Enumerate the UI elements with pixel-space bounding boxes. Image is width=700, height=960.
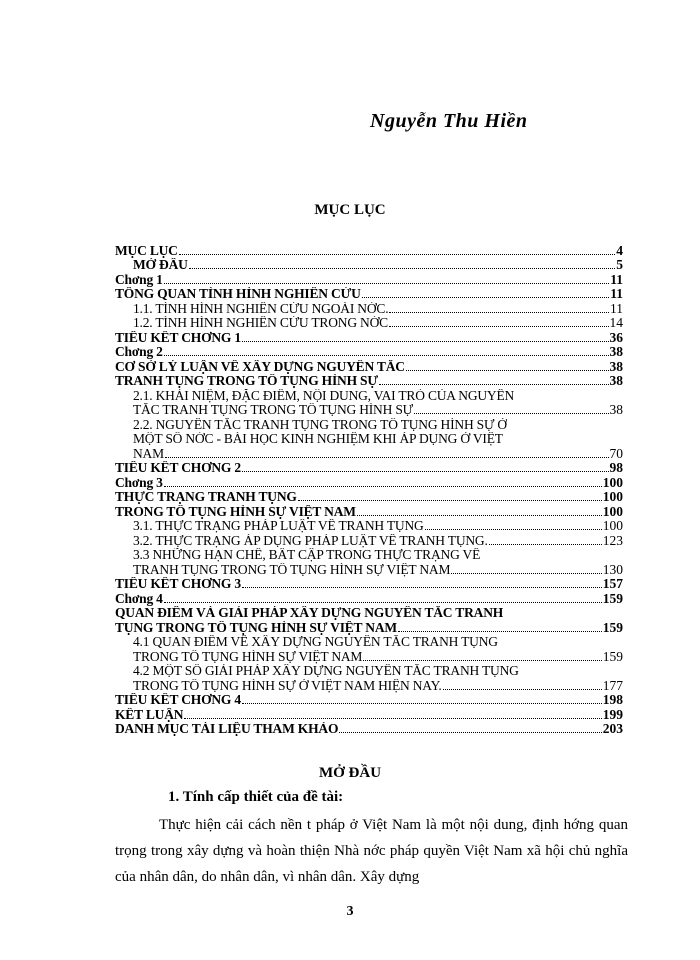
toc-entry[interactable]	[115, 707, 623, 722]
toc-leader-dots	[242, 587, 602, 588]
toc-entry[interactable]	[115, 693, 623, 708]
toc-entry-page: 100	[602, 489, 623, 504]
toc-entry[interactable]	[115, 432, 623, 447]
toc-entry-page: 36	[609, 330, 623, 345]
toc-entry-page: 38	[609, 344, 623, 359]
toc-entry[interactable]	[115, 345, 623, 360]
toc-leader-dots	[164, 283, 610, 284]
toc-leader-dots	[164, 355, 609, 356]
body-paragraph: Thực hiện cải cách nền t pháp ở Việt Nam là một nội dung, định hớng quan trọng trong xây dựng và hoàn thiện Nhà nớc pháp quyền Việt Nam xã hội chủ nghĩa của nhân dân, do nhân dân, vì nhân dân. Xây dựng	[115, 817, 628, 885]
toc-entry-text: Chơng 1	[115, 272, 163, 287]
toc-entry-text: TRONG TỐ TỤNG HÌNH SỰ VIỆT NAM	[115, 504, 356, 519]
toc-leader-dots	[242, 471, 609, 472]
toc-title: MỤC LỤC	[314, 202, 386, 218]
toc-entry-page: 11	[610, 286, 623, 301]
toc-entry[interactable]	[115, 330, 623, 345]
toc-entry[interactable]	[115, 359, 623, 374]
toc-entry[interactable]	[115, 606, 623, 621]
toc-leader-dots	[443, 689, 602, 690]
toc-entry[interactable]	[115, 287, 623, 302]
toc-entry-text: NAM	[133, 446, 164, 461]
toc-leader-dots	[164, 486, 602, 487]
toc-entry-page: 130	[602, 562, 623, 577]
toc-entry-text: TIỂU KẾT CHƠNG 1	[115, 330, 241, 345]
toc-entry-page: 38	[609, 402, 623, 417]
toc-entry[interactable]	[115, 490, 623, 505]
toc-leader-dots	[357, 515, 602, 516]
toc-entry-page: 98	[609, 460, 623, 475]
toc-entry[interactable]	[115, 258, 623, 273]
toc-entry-page: 159	[602, 591, 623, 606]
toc-entry-text: THỰC TRẠNG TRANH TỤNG	[115, 490, 297, 504]
subsection-title: 1. Tính cấp thiết của đề tài:	[168, 789, 344, 805]
toc-entry-page: 4	[616, 243, 623, 258]
toc-entry-page: 159	[602, 649, 623, 664]
toc-entry[interactable]	[115, 678, 623, 693]
toc-leader-dots	[389, 312, 609, 313]
toc-entry[interactable]	[115, 504, 623, 519]
toc-entry-text: 3.2. THỰC TRẠNG ÁP DỤNG PHÁP LUẬT VỀ TRANH TỤNG.	[133, 533, 488, 548]
toc-entry-text: TỤNG TRONG TỐ TỤNG HÌNH SỰ VIỆT NAM	[115, 620, 397, 635]
toc-leader-dots	[425, 529, 602, 530]
table-of-contents	[115, 243, 623, 736]
toc-entry-page: 198	[602, 692, 623, 707]
toc-entry-page: 38	[609, 359, 623, 374]
toc-entry-page: 159	[602, 620, 623, 635]
toc-entry[interactable]	[115, 577, 623, 592]
toc-leader-dots	[242, 703, 602, 704]
toc-entry-text: 3.3 NHỮNG HẠN CHẾ, BẤT CẬP TRONG THỰC TRẠNG VỀ	[133, 548, 481, 562]
toc-entry[interactable]	[115, 374, 623, 389]
toc-entry-page: 11	[610, 301, 623, 316]
toc-entry-text: Chơng 3	[115, 475, 163, 490]
toc-entry-page: 14	[609, 315, 623, 330]
toc-entry[interactable]	[115, 620, 623, 635]
toc-leader-dots	[414, 413, 609, 414]
toc-entry-text: TIỂU KẾT CHƠNG 2	[115, 461, 241, 475]
toc-entry[interactable]	[115, 301, 623, 316]
toc-entry-text: TRANH TỤNG TRONG TỐ TỤNG HÌNH SỰ VIỆT NAM	[133, 562, 451, 577]
toc-entry[interactable]	[115, 243, 623, 258]
toc-entry-text: Chơng 4	[115, 591, 163, 606]
toc-entry-page: 123	[602, 533, 623, 548]
toc-entry-page: 11	[610, 272, 623, 287]
toc-entry-text: MỤC LỤC	[115, 243, 178, 258]
toc-entry-page: 100	[602, 475, 623, 490]
toc-entry-text: 4.2 MỘT SỐ GIẢI PHÁP XÂY DỰNG NGUYÊN TẮC TRANH TỤNG	[133, 664, 519, 678]
toc-entry[interactable]	[115, 722, 623, 737]
toc-leader-dots	[298, 500, 602, 501]
page-number: 3	[346, 904, 354, 919]
toc-leader-dots	[189, 268, 616, 269]
toc-entry[interactable]	[115, 591, 623, 606]
toc-entry-text: TỔNG QUAN TÌNH HÌNH NGHIÊN CỨU	[115, 287, 361, 301]
toc-entry[interactable]	[115, 649, 623, 664]
toc-leader-dots	[389, 326, 609, 327]
toc-entry-text: TIỂU KẾT CHƠNG 3	[115, 577, 241, 591]
toc-entry-text: KẾT LUẬN	[115, 707, 184, 722]
toc-entry-page: 70	[609, 446, 623, 461]
toc-leader-dots	[398, 631, 602, 632]
toc-entry-text: TIỂU KẾT CHƠNG 4	[115, 693, 241, 707]
toc-leader-dots	[242, 341, 609, 342]
toc-leader-dots	[489, 544, 602, 545]
toc-entry[interactable]	[115, 446, 623, 461]
toc-entry[interactable]	[115, 388, 623, 403]
toc-leader-dots	[406, 370, 609, 371]
toc-entry-text: 2.1. KHÁI NIỆM, ĐẶC ĐIỂM, NỘI DUNG, VAI TRÒ CỦA NGUYÊN	[133, 388, 515, 403]
toc-entry[interactable]	[115, 548, 623, 563]
toc-entry-page: 199	[602, 707, 623, 722]
toc-entry-text: CƠ SỞ LÝ LUẬN VỀ XÂY DỰNG NGUYÊN TẮC	[115, 359, 405, 374]
toc-entry-text: Chơng 2	[115, 345, 163, 359]
toc-leader-dots	[451, 573, 601, 574]
toc-entry[interactable]	[115, 664, 623, 679]
toc-entry[interactable]	[115, 272, 623, 287]
toc-entry[interactable]	[115, 562, 623, 577]
toc-leader-dots	[184, 718, 601, 719]
toc-entry-page: 100	[602, 518, 623, 533]
toc-entry-text: TẮC TRANH TỤNG TRONG TỐ TỤNG HÌNH SỰ	[133, 403, 413, 417]
toc-entry-text: TRONG TỐ TỤNG HÌNH SỰ VIỆT NAM	[133, 649, 363, 664]
toc-entry-page: 5	[616, 257, 623, 272]
toc-entry-text: 2.2. NGUYÊN TẮC TRANH TỤNG TRONG TỐ TỤNG HÌNH SỰ Ở	[133, 417, 507, 432]
toc-entry-page: 157	[602, 576, 623, 591]
toc-entry-page: 177	[602, 678, 623, 693]
toc-entry[interactable]	[115, 635, 623, 650]
toc-entry-text: 1.1. TÌNH HÌNH NGHIÊN CỨU NGOÀI NỚC.	[133, 301, 389, 316]
toc-leader-dots	[363, 660, 602, 661]
toc-entry-page: 100	[602, 504, 623, 519]
toc-entry-text: MỞ ĐẦU	[133, 258, 188, 272]
section-title: MỞ ĐẦU	[318, 765, 382, 781]
toc-entry-text: TRANH TỤNG TRONG TỐ TỤNG HÌNH SỰ	[115, 374, 378, 388]
toc-entry[interactable]	[115, 316, 623, 331]
author-name: Nguyễn Thu Hiền	[370, 110, 528, 132]
toc-entry-text: MỘT SỐ NỚC - BÀI HỌC KINH NGHIỆM KHI ÁP DỤNG Ở VIỆT	[133, 432, 503, 446]
toc-entry-page: 203	[602, 721, 623, 736]
toc-entry-text: DANH MỤC TÀI LIỆU THAM KHẢO	[115, 722, 339, 736]
toc-entry[interactable]	[115, 475, 623, 490]
toc-entry[interactable]	[115, 533, 623, 548]
toc-entry-page: 38	[609, 373, 623, 388]
toc-entry[interactable]	[115, 417, 623, 432]
toc-entry[interactable]	[115, 403, 623, 418]
toc-leader-dots	[179, 254, 616, 255]
toc-entry-text: 4.1 QUAN ĐIỂM VỀ XÂY DỰNG NGUYÊN TẮC TRANH TỤNG	[133, 635, 498, 649]
toc-entry-text: 3.1. THỰC TRẠNG PHÁP LUẬT VỀ TRANH TỤNG	[133, 519, 424, 533]
toc-entry[interactable]	[115, 461, 623, 476]
toc-leader-dots	[339, 732, 602, 733]
toc-leader-dots	[362, 297, 610, 298]
toc-leader-dots	[379, 384, 609, 385]
toc-entry-text: 1.2. TÌNH HÌNH NGHIÊN CỨU TRONG NỚC	[133, 316, 388, 330]
toc-entry-text: TRONG TỐ TỤNG HÌNH SỰ Ở VIỆT NAM HIỆN NAY.	[133, 678, 442, 693]
toc-leader-dots	[164, 602, 602, 603]
toc-entry[interactable]	[115, 519, 623, 534]
toc-leader-dots	[165, 457, 609, 458]
toc-entry-text: QUAN ĐIỂM VÀ GIẢI PHÁP XÂY DỰNG NGUYÊN TẮC TRANH	[115, 606, 504, 620]
